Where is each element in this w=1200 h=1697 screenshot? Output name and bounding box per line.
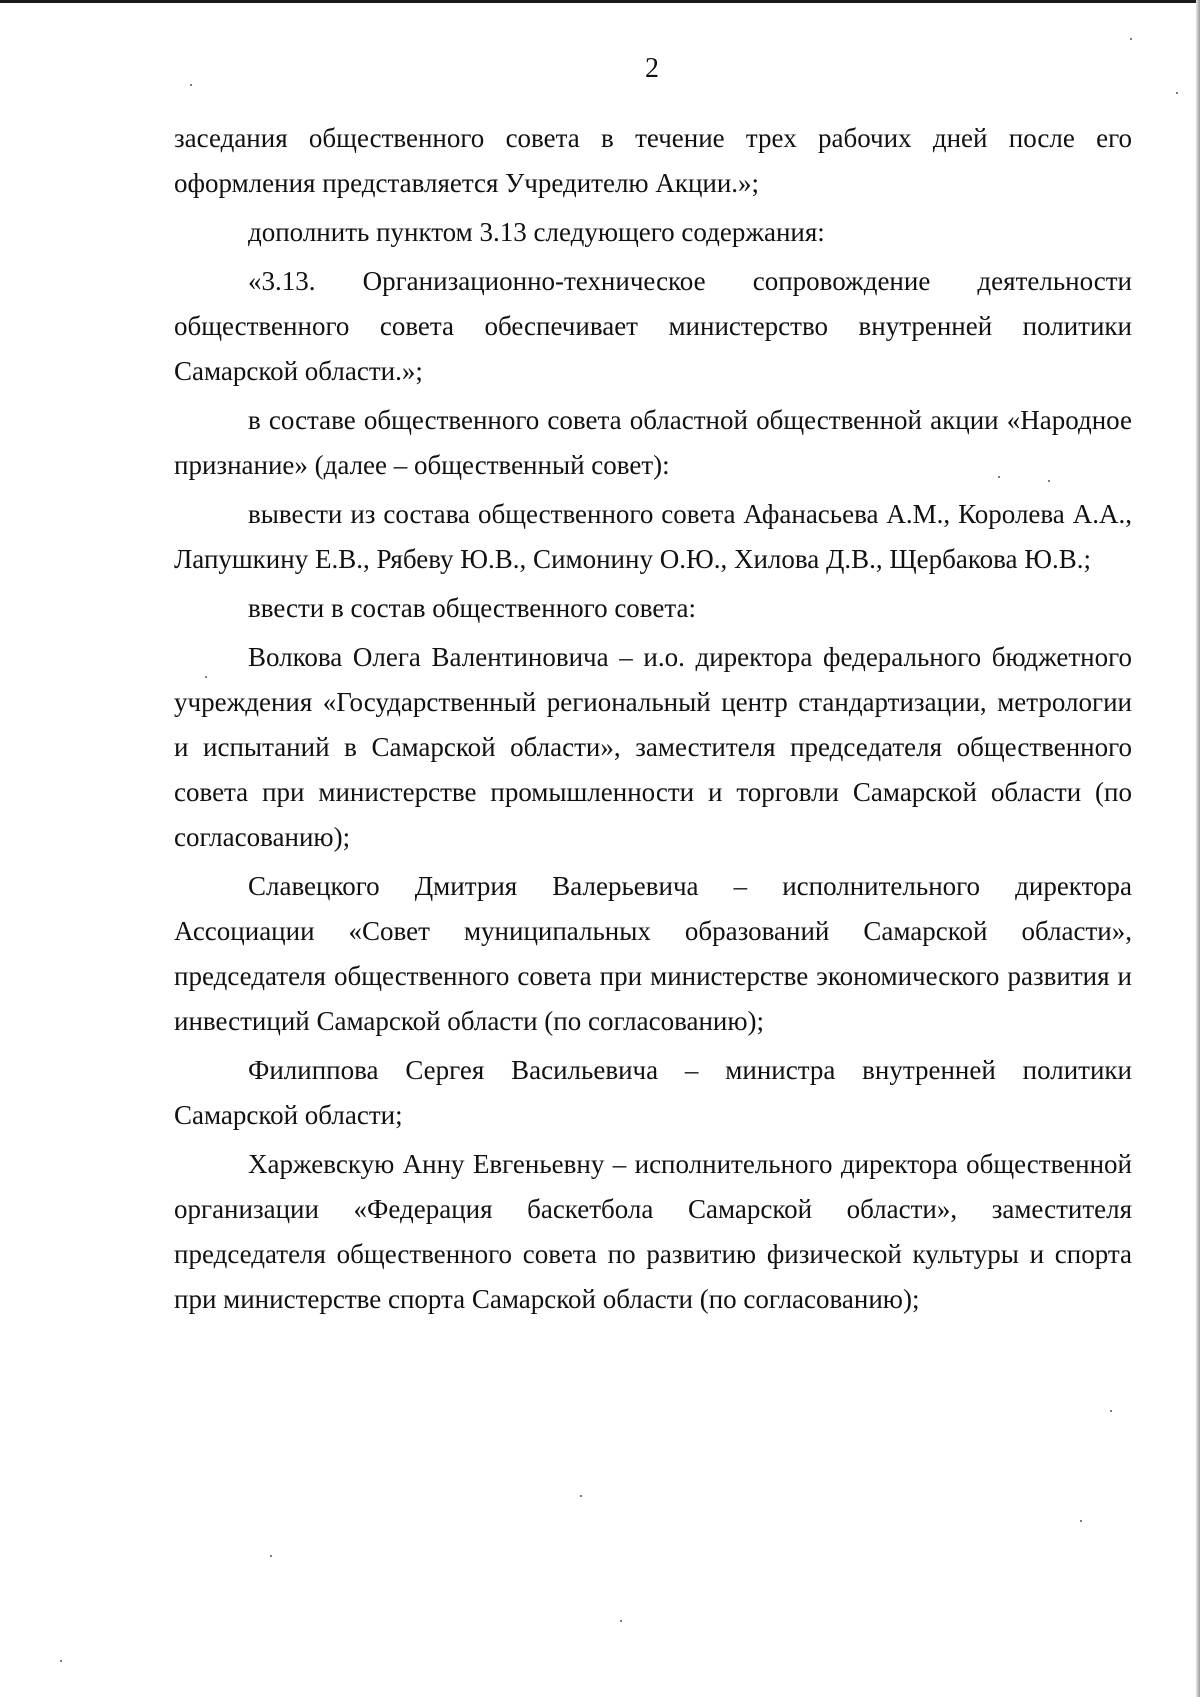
scan-speck [1130, 38, 1132, 40]
paragraph-5: вывести из состава общественного совета Афанасьева А.М., Королева А.А., Лапушкину Е.В., Рябеву Ю.В., Симонину О.Ю., Хилова Д.В., Щербакова Ю.В.; [174, 499, 1132, 574]
scan-speck [1110, 1410, 1112, 1412]
paragraph-3: «3.13. Организационно-техническое сопровождение деятельности общественного совета обеспечивает министерство внутренней политики Самарской области.»; [174, 266, 1132, 386]
paragraph-9: Филиппова Сергея Васильевича – министра внутренней политики Самарской области; [174, 1055, 1132, 1130]
scan-speck [205, 676, 207, 678]
paragraph-7: Волкова Олега Валентиновича – и.о. директора федерального бюджетного учреждения «Государственный региональный центр стандартизации, метрологии и испытаний в Самарской области», заместителя председателя общественного совета при министерстве промышленности и торговли Самарской области (по согласованию); [174, 642, 1132, 852]
scan-speck [60, 1660, 62, 1662]
paragraph-10: Харжевскую Анну Евгеньевну – исполнительного директора общественной организации «Федерация баскетбола Самарской области», заместителя председателя общественного совета по развитию физической культуры и спорта при министерстве спорта Самарской области (по согласованию); [174, 1149, 1132, 1314]
paragraph-8: Славецкого Дмитрия Валерьевича – исполнительного директора Ассоциации «Совет муниципальных образований Самарской области», председателя общественного совета при министерстве экономического развития и инвестиций Самарской области (по согласованию); [174, 871, 1132, 1036]
scan-speck [998, 476, 1000, 478]
scan-speck [1080, 1520, 1082, 1522]
scan-speck [190, 84, 192, 86]
paragraph-4: в составе общественного совета областной общественной акции «Народное признание» (далее – общественный совет): [174, 405, 1132, 480]
page-number: 2 [645, 53, 659, 84]
scan-speck [580, 1495, 582, 1497]
scan-border-top [0, 0, 1200, 3]
scan-speck [1176, 92, 1178, 94]
scan-speck [1048, 480, 1050, 482]
paragraph-1: заседания общественного совета в течение трех рабочих дней после его оформления представляется Учредителю Акции.»; [174, 123, 1132, 198]
paragraph-2: дополнить пунктом 3.13 следующего содержания: [248, 217, 825, 247]
document-body [174, 116, 1132, 1322]
scan-speck [620, 1620, 622, 1622]
paragraph-6: ввести в состав общественного совета: [248, 593, 696, 623]
scan-speck [270, 1555, 272, 1557]
scan-border-right [1196, 0, 1200, 1697]
